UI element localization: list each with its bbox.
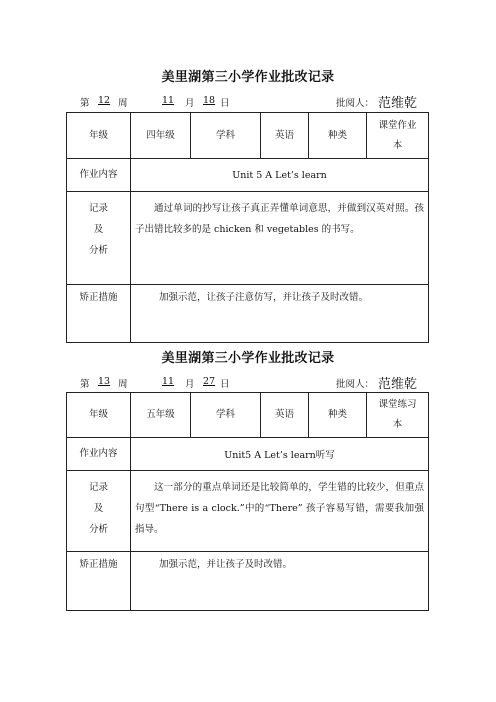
remedy-text: 加强示范，让孩子注意仿写，并让孩子及时改错。: [131, 285, 429, 343]
type-value: [367, 113, 429, 159]
analysis-label-line1: 记录: [88, 482, 108, 493]
month-number: 11: [162, 376, 175, 387]
remedy-row: [67, 552, 429, 611]
header-row: [67, 113, 429, 159]
content-row: [67, 438, 429, 471]
content-label: 作业内容: [67, 438, 131, 471]
day-number: 18: [203, 95, 216, 106]
month-suffix: 月: [185, 98, 195, 109]
record-1-title: 美里湖第三小学作业批改记录: [161, 70, 335, 85]
subject-label: 学科: [191, 393, 261, 438]
analysis-label: [67, 192, 131, 285]
analysis-text: 这一部分的重点单词还是比较简单的，学生错的比较少，但重点句型“There is a clock.”中的“There” 孩子容易写错，需要我加强指导。: [131, 471, 429, 552]
analysis-label: [67, 471, 131, 552]
month-number: 11: [162, 95, 175, 106]
header-row: [67, 393, 429, 438]
week-number: 13: [98, 376, 111, 387]
subject-value: 英语: [261, 393, 309, 438]
content-row: [67, 159, 429, 192]
reviewer-name: 范维乾: [378, 96, 418, 111]
day-suffix: 日: [220, 379, 230, 390]
content-value: Unit 5 A Let’s learn: [131, 159, 429, 192]
analysis-label-line3: 分析: [88, 524, 108, 535]
grade-label: 年级: [67, 113, 131, 159]
reviewer-label: 批阅人：: [336, 379, 375, 390]
type-value: [367, 393, 429, 438]
remedy-label: 矫正措施: [67, 285, 131, 343]
type-label: 种类: [309, 393, 367, 438]
month-suffix: 月: [185, 379, 195, 390]
analysis-label-line2: 及: [93, 224, 104, 235]
analysis-label-line3: 分析: [88, 245, 108, 256]
grade-value: 四年级: [131, 113, 191, 159]
record-2-title: 美里湖第三小学作业批改记录: [161, 351, 335, 366]
analysis-label-line1: 记录: [88, 203, 108, 214]
reviewer-name: 范维乾: [378, 377, 418, 392]
week-prefix: 第: [80, 379, 90, 390]
analysis-text: 通过单词的抄写让孩子真正弄懂单词意思，并做到汉英对照。孩子出错比较多的是 chicken 和 vegetables 的书写。: [131, 192, 429, 285]
grade-label: 年级: [67, 393, 131, 438]
day-number: 27: [203, 376, 216, 387]
record-1-meta: [0, 95, 496, 111]
subject-label: 学科: [191, 113, 261, 159]
analysis-row: [67, 192, 429, 285]
remedy-text: 加强示范，并让孩子及时改错。: [131, 552, 429, 611]
remedy-label: 矫正措施: [67, 552, 131, 611]
type-label: 种类: [309, 113, 367, 159]
type-value-line1: 课堂作业: [378, 119, 417, 131]
week-suffix: 周: [118, 98, 128, 109]
type-value-line2: 本: [392, 139, 403, 151]
week-prefix: 第: [80, 98, 90, 109]
analysis-label-line2: 及: [93, 503, 104, 514]
remedy-row: [67, 285, 429, 343]
record-2-table: [66, 392, 429, 611]
grade-value: 五年级: [131, 393, 191, 438]
type-value-line2: 本: [392, 419, 403, 430]
type-value-line1: 课堂练习: [378, 399, 417, 410]
analysis-row: [67, 471, 429, 552]
week-suffix: 周: [118, 379, 128, 390]
day-suffix: 日: [220, 98, 230, 109]
record-2-meta: [0, 376, 496, 392]
content-label: 作业内容: [67, 159, 131, 192]
reviewer-label: 批阅人：: [336, 98, 375, 109]
content-value: Unit5 A Let’s learn听写: [131, 438, 429, 471]
subject-value: 英语: [261, 113, 309, 159]
week-number: 12: [98, 95, 111, 106]
record-1-table: [66, 112, 429, 343]
